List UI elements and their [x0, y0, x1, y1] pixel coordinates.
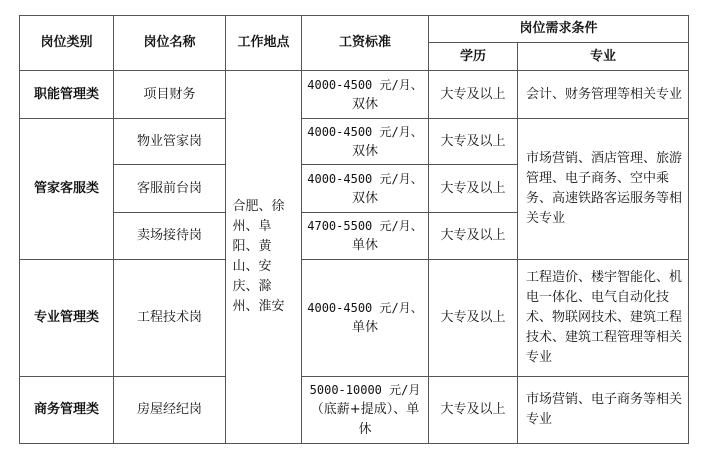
header-location: 工作地点: [226, 16, 302, 71]
salary-line2: 单休: [351, 238, 378, 253]
table-row: [20, 119, 689, 165]
job-name-cell: 项目财务: [114, 71, 226, 119]
salary-cell: [302, 377, 429, 444]
education-cell: 大专及以上: [429, 119, 518, 165]
job-name-cell: 物业管家岗: [114, 119, 226, 165]
education-cell: 大专及以上: [429, 213, 518, 260]
major-cell: 会计、财务管理等相关专业: [518, 71, 689, 119]
education-cell: 大专及以上: [429, 165, 518, 213]
job-name-cell: 工程技术岗: [114, 260, 226, 377]
salary-cell: [302, 119, 429, 165]
major-cell: 市场营销、酒店管理、旅游管理、电子商务、空中乘务、高速铁路客运服务等相关专业: [518, 119, 689, 260]
location-text: 合肥、徐州、阜阳、黄山、安庆、滁州、淮安: [232, 199, 285, 314]
salary-line2: 双休: [351, 190, 378, 206]
salary-line1: 5000-10000 元/月: [309, 383, 421, 397]
table-row: [20, 71, 689, 119]
major-cell: 工程造价、楼宇智能化、机电一体化、电气自动化技术、物联网技术、建筑工程技术、建筑工程管理等相关专业: [518, 260, 689, 377]
salary-line1: 4700-5500 元/月、: [307, 219, 423, 233]
salary-line2: 单休: [351, 320, 378, 335]
salary-cell: [302, 165, 429, 213]
salary-cell: [302, 260, 429, 377]
header-education: 学历: [429, 43, 518, 71]
header-requirements: 岗位需求条件: [429, 16, 689, 43]
header-major: 专业: [518, 43, 689, 71]
category-cell: 管家客服类: [20, 119, 114, 260]
recruitment-table: [19, 15, 689, 444]
header-category: 岗位类别: [20, 16, 114, 71]
recruitment-table-wrapper: [19, 15, 689, 444]
location-cell: [226, 71, 302, 444]
header-row-1: [20, 16, 689, 43]
salary-line2: 双休: [351, 96, 378, 112]
salary-line1: 4000-4500 元/月、: [307, 171, 423, 186]
job-name-cell: 卖场接待岗: [114, 213, 226, 260]
header-name: 岗位名称: [114, 16, 226, 71]
header-salary: 工资标准: [302, 16, 429, 71]
category-cell: 专业管理类: [20, 260, 114, 377]
table-row: [20, 260, 689, 377]
salary-line3: 休: [358, 422, 372, 437]
job-name-cell: 客服前台岗: [114, 165, 226, 213]
job-name-cell: 房屋经纪岗: [114, 377, 226, 444]
education-cell: 大专及以上: [429, 377, 518, 444]
education-cell: 大专及以上: [429, 260, 518, 377]
salary-line1: 4000-4500 元/月、: [307, 301, 423, 315]
salary-line2: （底薪+提成）、单: [310, 402, 420, 417]
category-cell: 职能管理类: [20, 71, 114, 119]
major-cell: 市场营销、电子商务等相关专业: [518, 377, 689, 444]
table-row: [20, 377, 689, 444]
category-cell: 商务管理类: [20, 377, 114, 444]
salary-line1: 4000-4500 元/月、: [307, 77, 423, 92]
salary-line1: 4000-4500 元/月、: [307, 124, 423, 139]
salary-cell: [302, 213, 429, 260]
education-cell: 大专及以上: [429, 71, 518, 119]
salary-line2: 双休: [351, 143, 378, 159]
salary-cell: [302, 71, 429, 119]
